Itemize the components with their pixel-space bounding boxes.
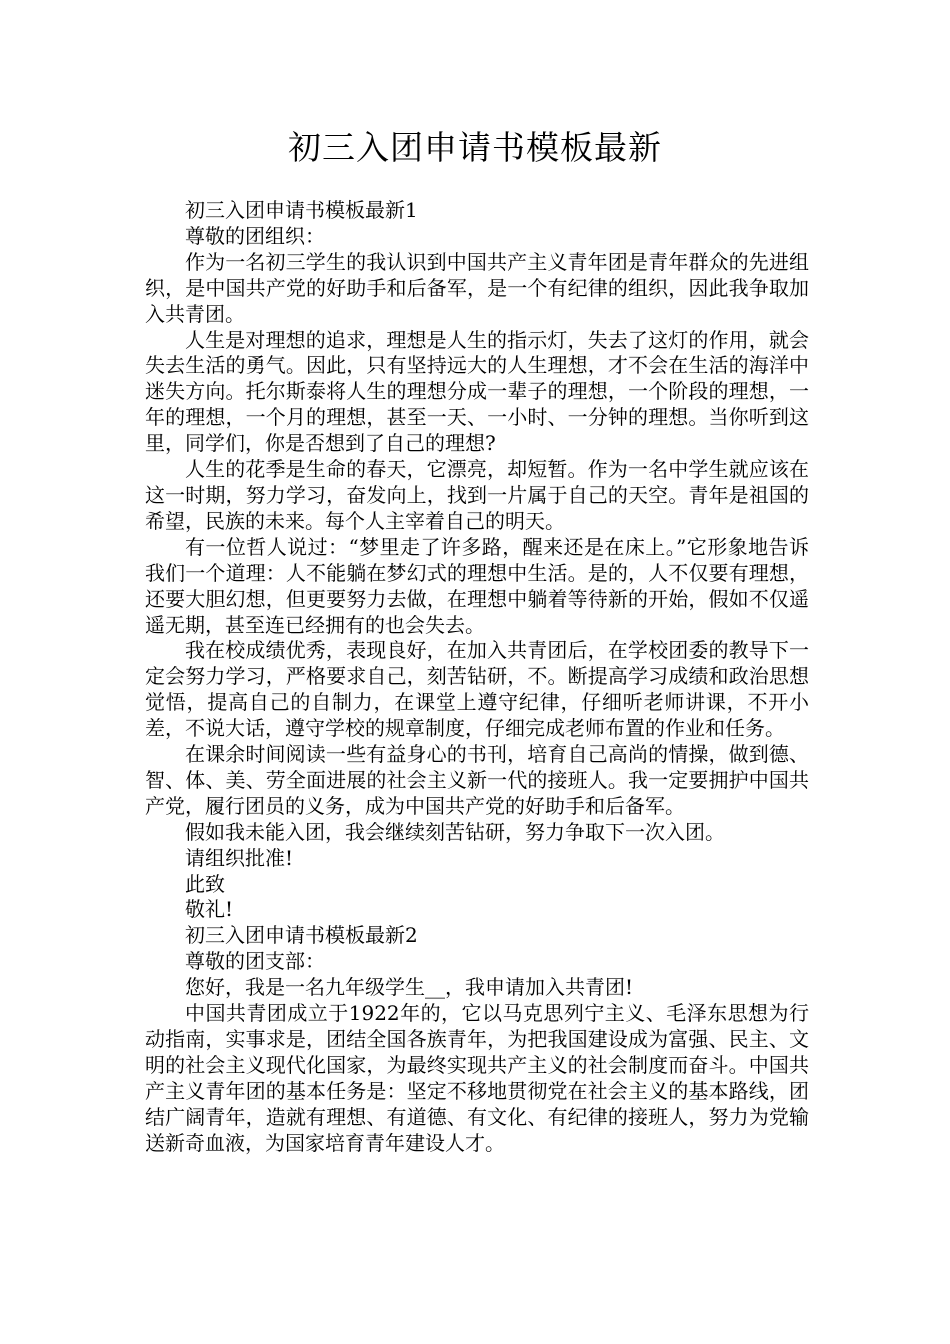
salutation: 尊敬的团支部： xyxy=(185,949,325,974)
document-title: 初三入团申请书模板最新 xyxy=(288,128,662,167)
closing-salute: 敬礼! xyxy=(185,897,234,922)
document-body xyxy=(145,198,809,1157)
body-paragraph: 人生的花季是生命的春天，它漂亮，却短暂。作为一名中学生就应该在这一时期，努力学习，奋发向上，找到一片属于自己的天空。青年是祖国的希望，民族的未来。每个人主宰着自己的明天。 xyxy=(145,457,809,533)
section-heading-2: 初三入团申请书模板最新2 xyxy=(185,923,418,948)
body-paragraph: 您好，我是一名九年级学生__，我申请加入共青团! xyxy=(185,975,634,1000)
body-paragraph: 作为一名初三学生的我认识到中国共产主义青年团是青年群众的先进组织，是中国共产党的好助手和后备军，是一个有纪律的组织，因此我争取加入共青团。 xyxy=(145,249,809,326)
salutation: 尊敬的团组织： xyxy=(185,223,325,248)
body-paragraph: 人生是对理想的追求，理想是人生的指示灯，失去了这灯的作用，就会失去生活的勇气。因此，只有坚持远大的人生理想，才不会在生活的海洋中迷失方向。托尔斯泰将人生的理想分成一辈子的理想，一个阶段的理想，一年的理想，一个月的理想，甚至一天、一小时、一分钟的理想。当你听到这里，同学们，你是否想到了自己的理想? xyxy=(145,327,809,456)
section-heading-1: 初三入团申请书模板最新1 xyxy=(185,198,418,222)
body-paragraph: 假如我未能入团，我会继续刻苦钻研，努力争取下一次入团。 xyxy=(185,819,725,844)
body-paragraph: 中国共青团成立于1922年的，它以马克思列宁主义、毛泽东思想为行动指南，实事求是，团结全国各族青年，为把我国建设成为富强、民主、文明的社会主义现代化国家，为最终实现共产主义的社会制度而奋斗。中国共产主义青年团的基本任务是：坚定不移地贯彻党在社会主义的基本路线，团结广阔青年，造就有理想、有道德、有文化、有纪律的接班人，努力为党输送新奇血液，为国家培育青年建设人才。 xyxy=(145,1001,809,1155)
closing-line: 此致 xyxy=(185,871,225,896)
body-paragraph: 我在校成绩优秀，表现良好，在加入共青团后，在学校团委的教导下一定会努力学习，严格要求自己，刻苦钻研，不。断提高学习成绩和政治思想觉悟，提高自己的自制力，在课堂上遵守纪律，仔细听老师讲课，不开小差，不说大话，遵守学校的规章制度，仔细完成老师布置的作业和任务。 xyxy=(145,638,809,741)
body-paragraph: 在课余时间阅读一些有益身心的书刊，培育自己高尚的情操，做到德、智、体、美、劳全面进展的社会主义新一代的接班人。我一定要拥护中国共产党，履行团员的义务，成为中国共产党的好助手和后备军。 xyxy=(145,742,809,818)
body-paragraph: 有一位哲人说过：“梦里走了许多路，醒来还是在床上。”它形象地告诉我们一个道理：人不能躺在梦幻式的理想中生活。是的，人不仅要有理想，还要大胆幻想，但更要努力去做，在理想中躺着等待新的开始，假如不仅遥遥无期，甚至连已经拥有的也会失去。 xyxy=(145,534,809,637)
request-line: 请组织批准! xyxy=(185,845,294,870)
